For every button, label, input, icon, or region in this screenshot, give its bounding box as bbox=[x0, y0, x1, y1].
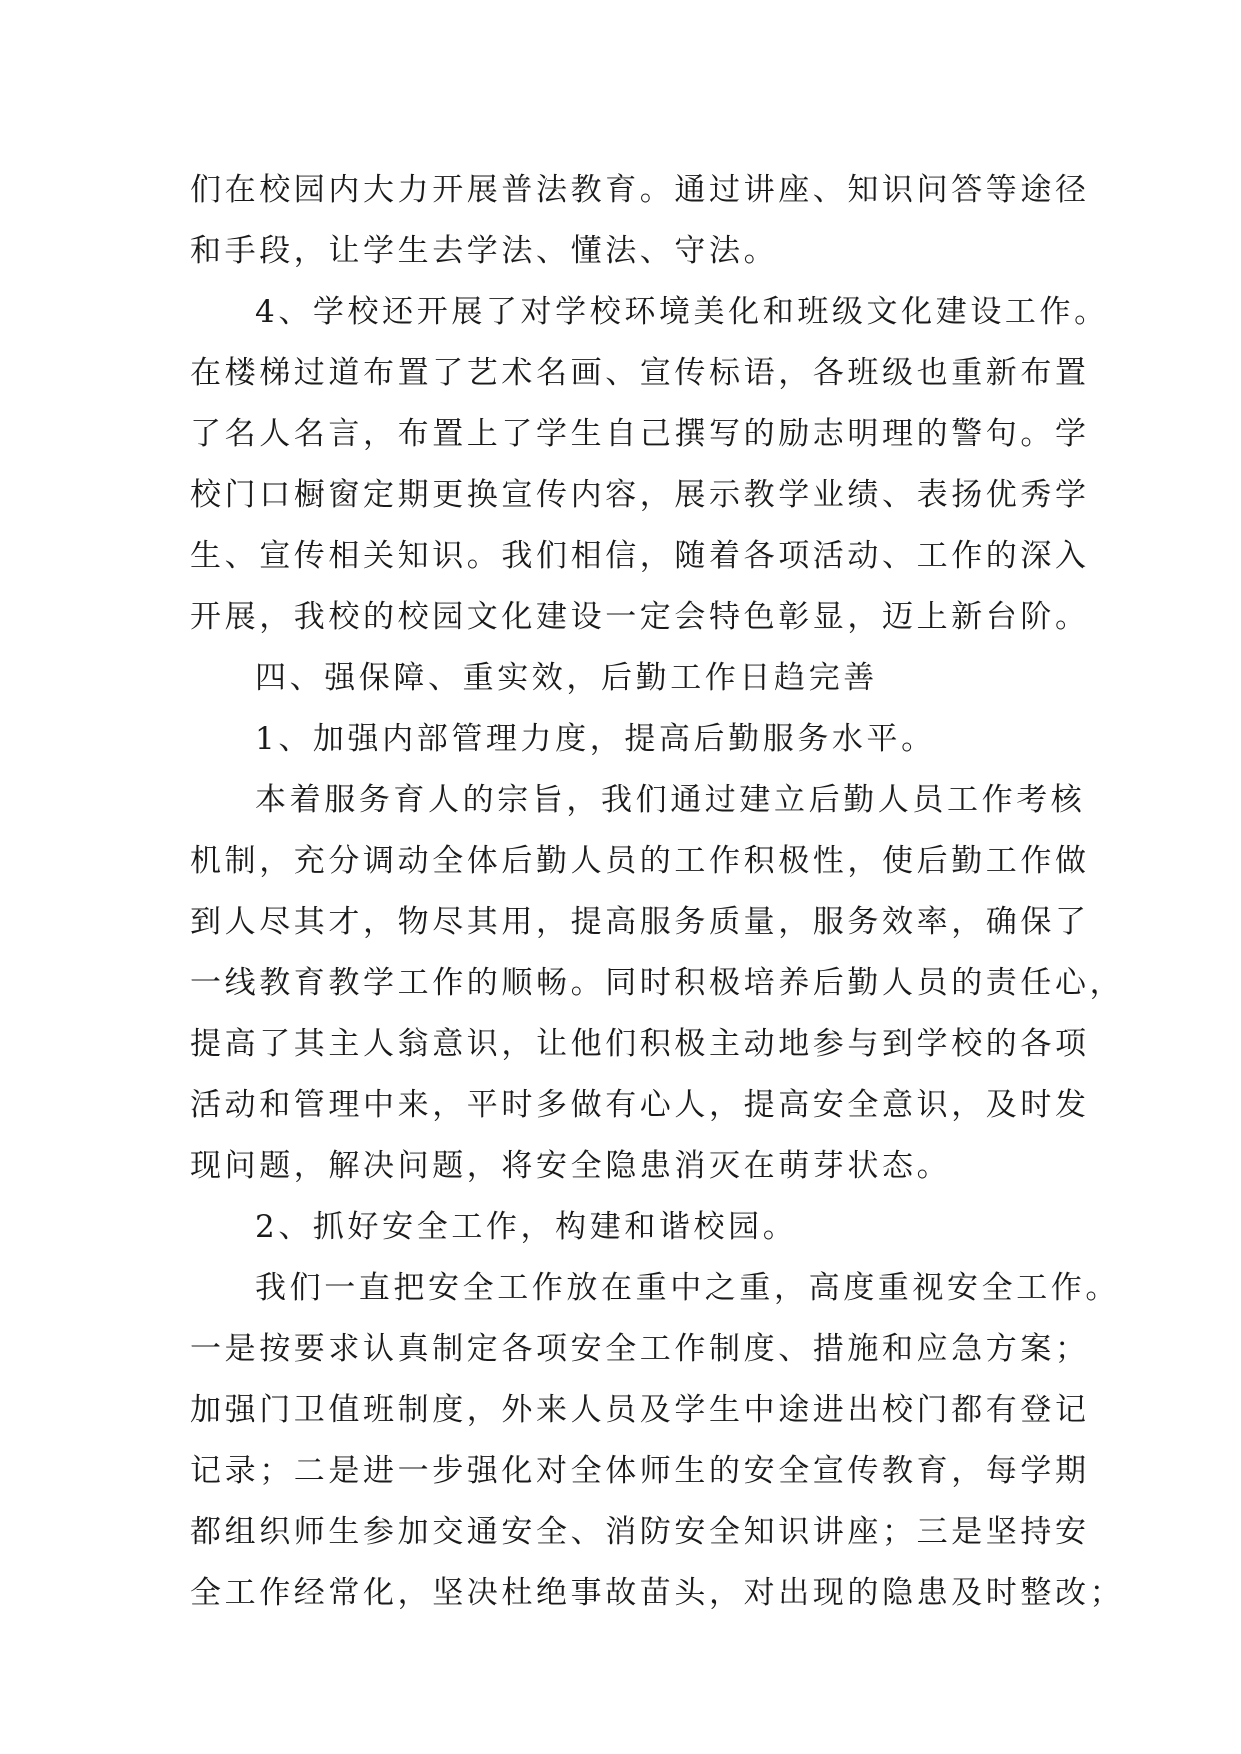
text-line: 生、宣传相关知识。我们相信，随着各项活动、工作的深入 bbox=[190, 538, 1090, 574]
text-line: 了名人名言，布置上了学生自己撰写的励志明理的警句。学 bbox=[190, 416, 1090, 452]
text-line: 本着服务育人的宗旨，我们通过建立后勤人员工作考核 bbox=[255, 782, 1086, 818]
text-line: 4、学校还开展了对学校环境美化和班级文化建设工作。 bbox=[255, 294, 1109, 330]
text-line: 在楼梯过道布置了艺术名画、宣传标语，各班级也重新布置 bbox=[190, 355, 1090, 391]
text-line: 和手段，让学生去学法、懂法、守法。 bbox=[190, 233, 779, 269]
text-line: 提高了其主人翁意识，让他们积极主动地参与到学校的各项 bbox=[190, 1026, 1090, 1062]
text-line: 我们一直把安全工作放在重中之重，高度重视安全工作。 bbox=[255, 1270, 1120, 1306]
text-line: 都组织师生参加交通安全、消防安全知识讲座；三是坚持安 bbox=[190, 1514, 1090, 1550]
text-line: 四、强保障、重实效，后勤工作日趋完善 bbox=[255, 660, 878, 696]
text-line: 现问题，解决问题，将安全隐患消灭在萌芽状态。 bbox=[190, 1148, 952, 1184]
text-line: 一线教育教学工作的顺畅。同时积极培养后勤人员的责任心， bbox=[190, 965, 1125, 1001]
text-line: 全工作经常化，坚决杜绝事故苗头，对出现的隐患及时整改； bbox=[190, 1575, 1125, 1611]
text-line: 开展，我校的校园文化建设一定会特色彰显，迈上新台阶。 bbox=[190, 599, 1090, 635]
text-line: 机制，充分调动全体后勤人员的工作积极性，使后勤工作做 bbox=[190, 843, 1090, 879]
text-line: 一是按要求认真制定各项安全工作制度、措施和应急方案； bbox=[190, 1331, 1090, 1367]
text-line: 1、加强内部管理力度，提高后勤服务水平。 bbox=[255, 721, 936, 757]
text-line: 加强门卫值班制度，外来人员及学生中途进出校门都有登记 bbox=[190, 1392, 1090, 1428]
text-line: 们在校园内大力开展普法教育。通过讲座、知识问答等途径 bbox=[190, 172, 1090, 208]
document-body bbox=[190, 160, 1125, 1624]
text-line: 校门口橱窗定期更换宣传内容，展示教学业绩、表扬优秀学 bbox=[190, 477, 1090, 513]
text-line: 记录；二是进一步强化对全体师生的安全宣传教育，每学期 bbox=[190, 1453, 1090, 1489]
text-line: 活动和管理中来，平时多做有心人，提高安全意识，及时发 bbox=[190, 1087, 1090, 1123]
text-line: 到人尽其才，物尽其用，提高服务质量，服务效率，确保了 bbox=[190, 904, 1090, 940]
text-line: 2、抓好安全工作，构建和谐校园。 bbox=[255, 1209, 798, 1245]
